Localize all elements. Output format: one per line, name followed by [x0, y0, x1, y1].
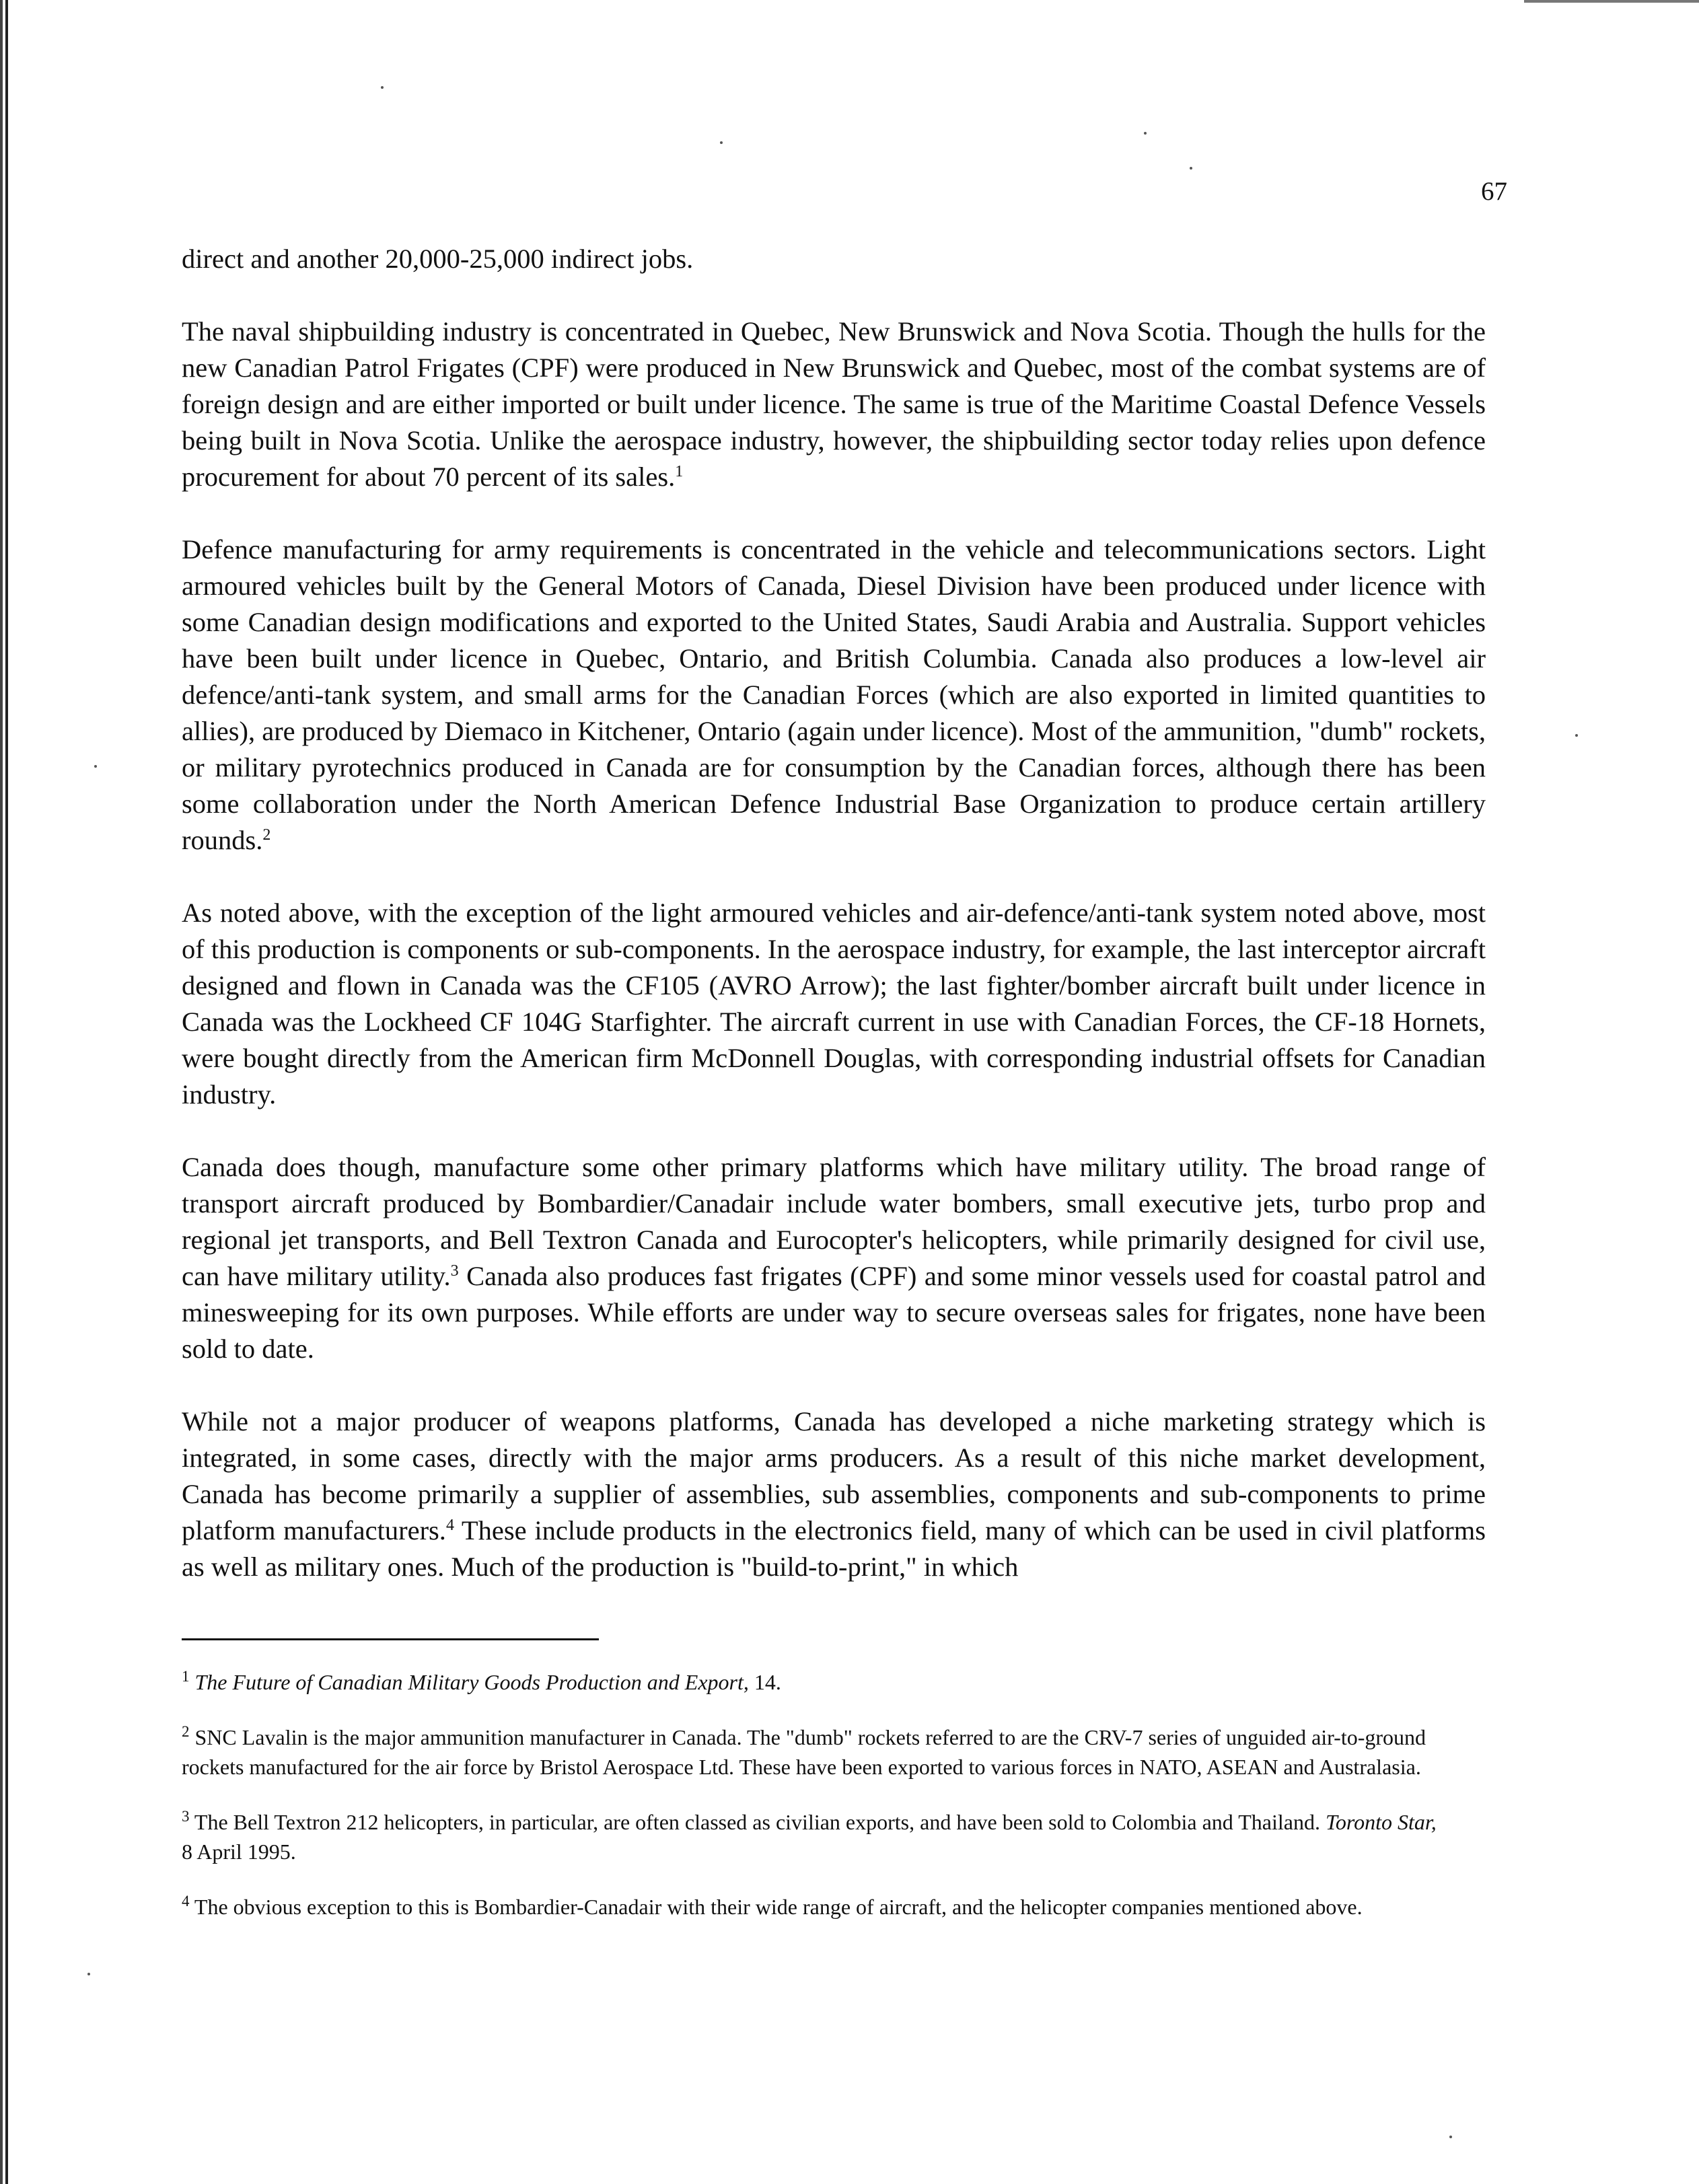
page-number: 67	[1481, 177, 1507, 206]
paragraph-text: Defence manufacturing for army requirements is concentrated in the vehicle and telecommunications sectors. Light armoured vehicles built by the General Motors of Canada, Diesel Division have been produced under licence with some Canadian design modifications and exported to the United States, Saudi Arabia and Australia. Support vehicles have been built under licence in Quebec, Ontario, and British Columbia. Canada also produces a low-level air defence/anti-tank system, and small arms for the Canadian Forces (which are also exported in limited quantities to allies), are produced by Diemaco in Kitchener, Ontario (again under licence). Most of the ammunition, "dumb" rockets, or military pyrotechnics produced in Canada are for consumption by the Canadian forces, although there has been some collaboration under the North American Defence Industrial Base Organization to produce certain artillery rounds.	[182, 534, 1486, 855]
scan-speck	[381, 86, 384, 89]
footnote-number: 3	[182, 1808, 190, 1825]
body-text	[182, 241, 1486, 1622]
paragraph-text: As noted above, with the exception of the light armoured vehicles and air-defence/anti-tank system noted above, most of this production is components or sub-components. In the aerospace industry, for example, the last interceptor aircraft designed and flown in Canada was the CF105 (AVRO Arrow); the last fighter/bomber aircraft built under licence in Canada was the Lockheed CF 104G Starfighter. The aircraft current in use with Canadian Forces, the CF-18 Hornets, were bought directly from the American firm McDonnell Douglas, with corresponding industrial offsets for Canadian industry.	[182, 898, 1486, 1109]
paragraph	[182, 895, 1486, 1113]
footnote-text: The Bell Textron 212 helicopters, in particular, are often classed as civilian exports, and have been sold to Colombia and Thailand.	[194, 1810, 1326, 1834]
footnote	[182, 1667, 1447, 1697]
paragraph	[182, 314, 1486, 495]
footnote-number: 2	[182, 1723, 190, 1740]
scan-speck	[1449, 2136, 1452, 2138]
footnote-divider	[182, 1638, 599, 1640]
paragraph	[182, 1404, 1486, 1585]
footnote-ref: 4	[445, 1517, 454, 1534]
scan-speck	[1144, 132, 1147, 135]
footnote-ref: 2	[262, 826, 271, 844]
paragraph-text: These include products in the electronics field, many of which can be used in civil platforms as well as military ones. Much of the production is "build-to-print," in which	[182, 1515, 1486, 1582]
paragraph-text: Canada does though, manufacture some other primary platforms which have military utility. The broad range of transport aircraft produced by Bombardier/Canadair include water bombers, small executive jets, turbo prop and regional jet transports, and Bell Textron Canada and Eurocopter's helicopters, while primarily designed for civil use, can have military utility.	[182, 1152, 1486, 1291]
footnotes	[182, 1667, 1447, 1947]
scan-border-left	[0, 0, 15, 2184]
footnote-text: The obvious exception to this is Bombardier-Canadair with their wide range of aircraft, and the helicopter companies mentioned above.	[194, 1895, 1363, 1919]
footnote-source: Toronto Star,	[1325, 1810, 1437, 1834]
footnote-ref: 1	[675, 463, 684, 480]
scan-speck	[1575, 734, 1578, 737]
paragraph	[182, 1149, 1486, 1367]
footnote-ref: 3	[450, 1262, 459, 1280]
footnote-number: 1	[182, 1668, 190, 1685]
footnote-number: 4	[182, 1893, 190, 1909]
scan-speck	[1190, 167, 1192, 170]
paragraph-text: While not a major producer of weapons platforms, Canada has developed a niche marketing strategy which is integrated, in some cases, directly with the major arms producers. As a result of this niche market development, Canada has become primarily a supplier of assemblies, sub assemblies, components and sub-components to prime platform manufacturers.	[182, 1406, 1486, 1545]
paragraph-text: direct and another 20,000-25,000 indirect jobs.	[182, 244, 694, 274]
scan-border-top	[1524, 0, 1699, 3]
paragraph	[182, 532, 1486, 859]
scan-speck	[94, 765, 97, 768]
paragraph-text: The naval shipbuilding industry is concentrated in Quebec, New Brunswick and Nova Scotia. Though the hulls for the new Canadian Patrol Frigates (CPF) were produced in New Brunswick and Quebec, most of the combat systems are of foreign design and are either imported or built under licence. The same is true of the Maritime Coastal Defence Vessels being built in Nova Scotia. Unlike the aerospace industry, however, the shipbuilding sector today relies upon defence procurement for about 70 percent of its sales.	[182, 316, 1486, 492]
footnote	[182, 1722, 1447, 1782]
footnote-text: 14.	[748, 1670, 781, 1694]
footnote-text: SNC Lavalin is the major ammunition manufacturer in Canada. The "dumb" rockets referred to are the CRV-7 series of unguided air-to-ground rockets manufactured for the air force by Bristol Aerospace Ltd. These have been exported to various forces in NATO, ASEAN and Australasia.	[182, 1725, 1426, 1779]
footnote	[182, 1807, 1447, 1866]
footnote	[182, 1892, 1447, 1922]
paragraph-text: Canada also produces fast frigates (CPF) and some minor vessels used for coastal patrol and minesweeping for its own purposes. While efforts are under way to secure overseas sales for frigates, none have been sold to date.	[182, 1261, 1486, 1364]
scan-speck	[720, 141, 723, 144]
footnote-title: The Future of Canadian Military Goods Production and Export,	[194, 1670, 749, 1694]
scan-speck	[87, 1973, 90, 1975]
paragraph	[182, 241, 1486, 277]
footnote-text: 8 April 1995.	[182, 1840, 296, 1864]
